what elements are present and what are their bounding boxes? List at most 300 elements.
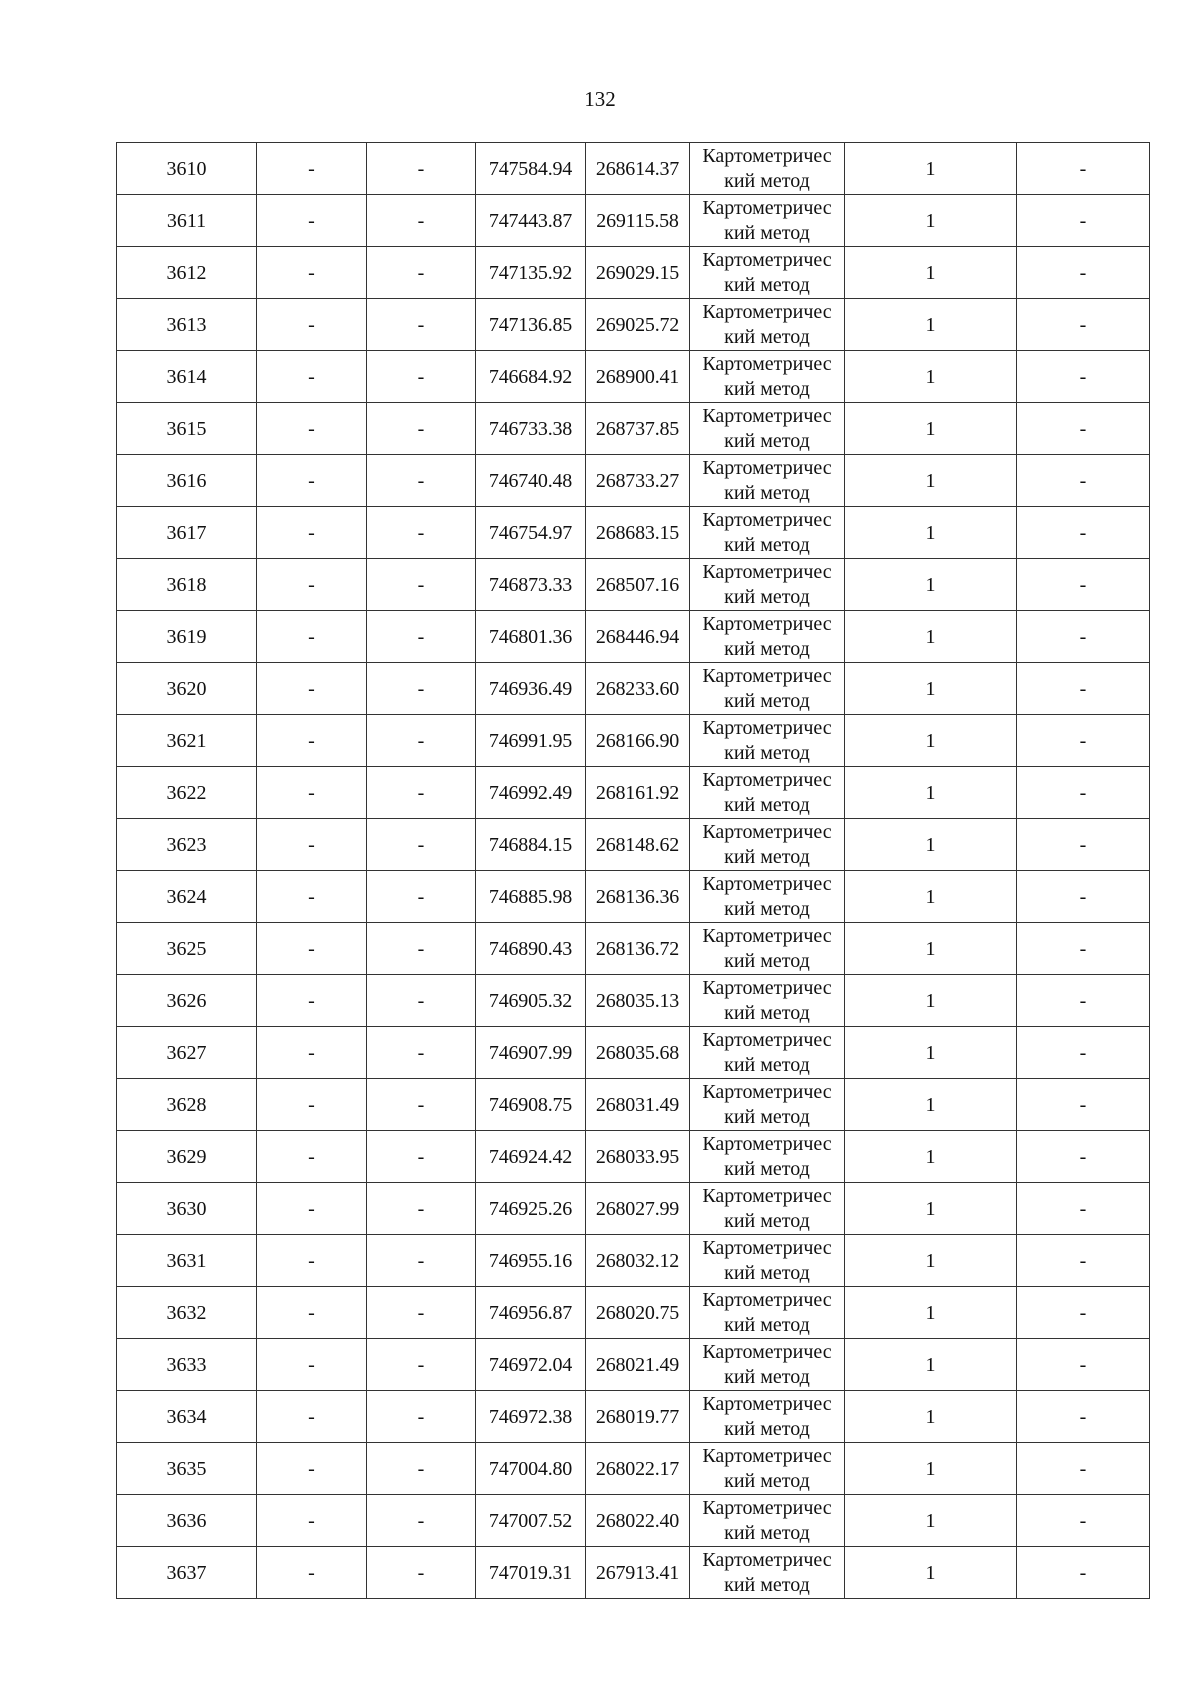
accuracy-cell: 1 bbox=[845, 663, 1017, 715]
empty-cell: - bbox=[367, 871, 476, 923]
note-cell: - bbox=[1017, 247, 1150, 299]
point-number-cell: 3612 bbox=[117, 247, 257, 299]
method-cell bbox=[690, 1131, 845, 1183]
x-coordinate-cell: 746956.87 bbox=[476, 1287, 586, 1339]
table-row bbox=[117, 663, 1150, 715]
method-text-line2: кий метод bbox=[724, 1106, 810, 1128]
y-coordinate-cell: 268733.27 bbox=[586, 455, 690, 507]
empty-cell: - bbox=[367, 247, 476, 299]
note-cell: - bbox=[1017, 1547, 1150, 1599]
method-text-line2: кий метод bbox=[724, 170, 810, 192]
note-cell: - bbox=[1017, 1287, 1150, 1339]
y-coordinate-cell: 268737.85 bbox=[586, 403, 690, 455]
accuracy-cell: 1 bbox=[845, 819, 1017, 871]
y-coordinate-cell: 269025.72 bbox=[586, 299, 690, 351]
method-cell bbox=[690, 611, 845, 663]
method-text-line2: кий метод bbox=[724, 1002, 810, 1024]
empty-cell: - bbox=[367, 1495, 476, 1547]
x-coordinate-cell: 747135.92 bbox=[476, 247, 586, 299]
x-coordinate-cell: 746936.49 bbox=[476, 663, 586, 715]
method-text-line1: Картометричес bbox=[702, 1081, 832, 1103]
empty-cell: - bbox=[257, 1027, 367, 1079]
x-coordinate-cell: 746972.38 bbox=[476, 1391, 586, 1443]
y-coordinate-cell: 268035.68 bbox=[586, 1027, 690, 1079]
method-cell bbox=[690, 455, 845, 507]
y-coordinate-cell: 268035.13 bbox=[586, 975, 690, 1027]
empty-cell: - bbox=[367, 1443, 476, 1495]
table-row bbox=[117, 143, 1150, 195]
empty-cell: - bbox=[367, 923, 476, 975]
empty-cell: - bbox=[257, 611, 367, 663]
method-cell bbox=[690, 767, 845, 819]
accuracy-cell: 1 bbox=[845, 507, 1017, 559]
empty-cell: - bbox=[257, 1079, 367, 1131]
method-text-line1: Картометричес bbox=[702, 197, 832, 219]
x-coordinate-cell: 746992.49 bbox=[476, 767, 586, 819]
table-body bbox=[117, 143, 1150, 1599]
x-coordinate-cell: 746955.16 bbox=[476, 1235, 586, 1287]
method-text-line2: кий метод bbox=[724, 326, 810, 348]
method-text-line2: кий метод bbox=[724, 1522, 810, 1544]
method-text-line1: Картометричес bbox=[702, 1549, 832, 1571]
y-coordinate-cell: 268032.12 bbox=[586, 1235, 690, 1287]
note-cell: - bbox=[1017, 715, 1150, 767]
y-coordinate-cell: 267913.41 bbox=[586, 1547, 690, 1599]
method-text-line2: кий метод bbox=[724, 1054, 810, 1076]
method-cell bbox=[690, 507, 845, 559]
method-text-line1: Картометричес bbox=[702, 405, 832, 427]
method-cell bbox=[690, 1495, 845, 1547]
table-row bbox=[117, 299, 1150, 351]
note-cell: - bbox=[1017, 455, 1150, 507]
method-text-line2: кий метод bbox=[724, 1314, 810, 1336]
x-coordinate-cell: 746890.43 bbox=[476, 923, 586, 975]
method-text-line2: кий метод bbox=[724, 1470, 810, 1492]
table-row bbox=[117, 1131, 1150, 1183]
table-row bbox=[117, 715, 1150, 767]
table-row bbox=[117, 247, 1150, 299]
empty-cell: - bbox=[367, 1391, 476, 1443]
method-text-line2: кий метод bbox=[724, 690, 810, 712]
note-cell: - bbox=[1017, 1079, 1150, 1131]
method-cell bbox=[690, 143, 845, 195]
accuracy-cell: 1 bbox=[845, 559, 1017, 611]
method-text-line2: кий метод bbox=[724, 638, 810, 660]
x-coordinate-cell: 746801.36 bbox=[476, 611, 586, 663]
table-row bbox=[117, 195, 1150, 247]
x-coordinate-cell: 747584.94 bbox=[476, 143, 586, 195]
empty-cell: - bbox=[257, 403, 367, 455]
method-text-line2: кий метод bbox=[724, 1574, 810, 1596]
empty-cell: - bbox=[367, 1339, 476, 1391]
method-text-line1: Картометричес bbox=[702, 769, 832, 791]
table-row bbox=[117, 1287, 1150, 1339]
x-coordinate-cell: 746733.38 bbox=[476, 403, 586, 455]
method-text-line2: кий метод bbox=[724, 482, 810, 504]
method-text-line1: Картометричес bbox=[702, 145, 832, 167]
method-text-line2: кий метод bbox=[724, 274, 810, 296]
method-text-line2: кий метод bbox=[724, 1210, 810, 1232]
empty-cell: - bbox=[257, 871, 367, 923]
empty-cell: - bbox=[367, 611, 476, 663]
table-row bbox=[117, 923, 1150, 975]
table-row bbox=[117, 1547, 1150, 1599]
empty-cell: - bbox=[367, 1027, 476, 1079]
empty-cell: - bbox=[257, 767, 367, 819]
point-number-cell: 3621 bbox=[117, 715, 257, 767]
note-cell: - bbox=[1017, 1235, 1150, 1287]
x-coordinate-cell: 747004.80 bbox=[476, 1443, 586, 1495]
table-row bbox=[117, 1079, 1150, 1131]
x-coordinate-cell: 747443.87 bbox=[476, 195, 586, 247]
method-text-line2: кий метод bbox=[724, 378, 810, 400]
method-text-line1: Картометричес bbox=[702, 301, 832, 323]
empty-cell: - bbox=[257, 195, 367, 247]
method-text-line1: Картометричес bbox=[702, 925, 832, 947]
table-row bbox=[117, 559, 1150, 611]
method-cell bbox=[690, 247, 845, 299]
point-number-cell: 3611 bbox=[117, 195, 257, 247]
empty-cell: - bbox=[367, 351, 476, 403]
x-coordinate-cell: 746972.04 bbox=[476, 1339, 586, 1391]
method-cell bbox=[690, 1079, 845, 1131]
x-coordinate-cell: 747007.52 bbox=[476, 1495, 586, 1547]
method-cell bbox=[690, 715, 845, 767]
method-cell bbox=[690, 819, 845, 871]
table-row bbox=[117, 611, 1150, 663]
method-text-line2: кий метод bbox=[724, 430, 810, 452]
method-text-line1: Картометричес bbox=[702, 509, 832, 531]
table-row bbox=[117, 1339, 1150, 1391]
method-text-line1: Картометричес bbox=[702, 977, 832, 999]
x-coordinate-cell: 746754.97 bbox=[476, 507, 586, 559]
y-coordinate-cell: 269029.15 bbox=[586, 247, 690, 299]
point-number-cell: 3614 bbox=[117, 351, 257, 403]
method-text-line2: кий метод bbox=[724, 222, 810, 244]
point-number-cell: 3610 bbox=[117, 143, 257, 195]
empty-cell: - bbox=[257, 923, 367, 975]
method-text-line1: Картометричес bbox=[702, 353, 832, 375]
method-text-line1: Картометричес bbox=[702, 1393, 832, 1415]
empty-cell: - bbox=[257, 299, 367, 351]
empty-cell: - bbox=[257, 1131, 367, 1183]
y-coordinate-cell: 268900.41 bbox=[586, 351, 690, 403]
method-text-line2: кий метод bbox=[724, 846, 810, 868]
method-cell bbox=[690, 1547, 845, 1599]
empty-cell: - bbox=[257, 1391, 367, 1443]
table-row bbox=[117, 1391, 1150, 1443]
table-row bbox=[117, 455, 1150, 507]
note-cell: - bbox=[1017, 507, 1150, 559]
method-text-line2: кий метод bbox=[724, 1262, 810, 1284]
y-coordinate-cell: 269115.58 bbox=[586, 195, 690, 247]
method-text-line1: Картометричес bbox=[702, 1185, 832, 1207]
empty-cell: - bbox=[367, 975, 476, 1027]
point-number-cell: 3623 bbox=[117, 819, 257, 871]
empty-cell: - bbox=[257, 247, 367, 299]
point-number-cell: 3615 bbox=[117, 403, 257, 455]
method-text-line1: Картометричес bbox=[702, 1497, 832, 1519]
point-number-cell: 3616 bbox=[117, 455, 257, 507]
point-number-cell: 3620 bbox=[117, 663, 257, 715]
accuracy-cell: 1 bbox=[845, 715, 1017, 767]
point-number-cell: 3637 bbox=[117, 1547, 257, 1599]
empty-cell: - bbox=[257, 455, 367, 507]
point-number-cell: 3634 bbox=[117, 1391, 257, 1443]
point-number-cell: 3629 bbox=[117, 1131, 257, 1183]
empty-cell: - bbox=[367, 819, 476, 871]
note-cell: - bbox=[1017, 403, 1150, 455]
table-row bbox=[117, 507, 1150, 559]
method-cell bbox=[690, 559, 845, 611]
note-cell: - bbox=[1017, 1131, 1150, 1183]
empty-cell: - bbox=[257, 663, 367, 715]
x-coordinate-cell: 746907.99 bbox=[476, 1027, 586, 1079]
accuracy-cell: 1 bbox=[845, 1443, 1017, 1495]
table-row bbox=[117, 351, 1150, 403]
empty-cell: - bbox=[257, 143, 367, 195]
accuracy-cell: 1 bbox=[845, 1547, 1017, 1599]
table-row bbox=[117, 1183, 1150, 1235]
empty-cell: - bbox=[257, 819, 367, 871]
method-cell bbox=[690, 923, 845, 975]
point-number-cell: 3627 bbox=[117, 1027, 257, 1079]
method-text-line1: Картометричес bbox=[702, 1289, 832, 1311]
y-coordinate-cell: 268446.94 bbox=[586, 611, 690, 663]
page-number: 132 bbox=[584, 87, 616, 111]
empty-cell: - bbox=[367, 1235, 476, 1287]
accuracy-cell: 1 bbox=[845, 1495, 1017, 1547]
accuracy-cell: 1 bbox=[845, 1339, 1017, 1391]
table-row bbox=[117, 1027, 1150, 1079]
y-coordinate-cell: 268166.90 bbox=[586, 715, 690, 767]
method-cell bbox=[690, 871, 845, 923]
empty-cell: - bbox=[257, 1235, 367, 1287]
accuracy-cell: 1 bbox=[845, 1079, 1017, 1131]
note-cell: - bbox=[1017, 871, 1150, 923]
method-cell bbox=[690, 1443, 845, 1495]
method-text-line2: кий метод bbox=[724, 898, 810, 920]
method-cell bbox=[690, 1027, 845, 1079]
y-coordinate-cell: 268022.40 bbox=[586, 1495, 690, 1547]
accuracy-cell: 1 bbox=[845, 871, 1017, 923]
empty-cell: - bbox=[257, 559, 367, 611]
table-row bbox=[117, 1495, 1150, 1547]
method-cell bbox=[690, 663, 845, 715]
method-text-line1: Картометричес bbox=[702, 613, 832, 635]
empty-cell: - bbox=[257, 1183, 367, 1235]
table-row bbox=[117, 767, 1150, 819]
y-coordinate-cell: 268031.49 bbox=[586, 1079, 690, 1131]
y-coordinate-cell: 268683.15 bbox=[586, 507, 690, 559]
y-coordinate-cell: 268507.16 bbox=[586, 559, 690, 611]
empty-cell: - bbox=[367, 1079, 476, 1131]
note-cell: - bbox=[1017, 767, 1150, 819]
note-cell: - bbox=[1017, 975, 1150, 1027]
method-text-line1: Картометричес bbox=[702, 821, 832, 843]
y-coordinate-cell: 268614.37 bbox=[586, 143, 690, 195]
accuracy-cell: 1 bbox=[845, 299, 1017, 351]
table-row bbox=[117, 1443, 1150, 1495]
x-coordinate-cell: 746924.42 bbox=[476, 1131, 586, 1183]
table-row bbox=[117, 975, 1150, 1027]
y-coordinate-cell: 268027.99 bbox=[586, 1183, 690, 1235]
accuracy-cell: 1 bbox=[845, 403, 1017, 455]
point-number-cell: 3632 bbox=[117, 1287, 257, 1339]
method-text-line2: кий метод bbox=[724, 742, 810, 764]
note-cell: - bbox=[1017, 1183, 1150, 1235]
empty-cell: - bbox=[257, 1339, 367, 1391]
empty-cell: - bbox=[257, 1495, 367, 1547]
y-coordinate-cell: 268136.36 bbox=[586, 871, 690, 923]
point-number-cell: 3628 bbox=[117, 1079, 257, 1131]
accuracy-cell: 1 bbox=[845, 143, 1017, 195]
note-cell: - bbox=[1017, 299, 1150, 351]
empty-cell: - bbox=[367, 767, 476, 819]
empty-cell: - bbox=[367, 663, 476, 715]
empty-cell: - bbox=[367, 1131, 476, 1183]
x-coordinate-cell: 746684.92 bbox=[476, 351, 586, 403]
note-cell: - bbox=[1017, 1027, 1150, 1079]
method-text-line2: кий метод bbox=[724, 534, 810, 556]
method-cell bbox=[690, 1183, 845, 1235]
empty-cell: - bbox=[367, 1547, 476, 1599]
point-number-cell: 3613 bbox=[117, 299, 257, 351]
accuracy-cell: 1 bbox=[845, 195, 1017, 247]
table-row bbox=[117, 1235, 1150, 1287]
x-coordinate-cell: 746925.26 bbox=[476, 1183, 586, 1235]
method-text-line1: Картометричес bbox=[702, 561, 832, 583]
point-number-cell: 3622 bbox=[117, 767, 257, 819]
method-text-line2: кий метод bbox=[724, 950, 810, 972]
empty-cell: - bbox=[367, 455, 476, 507]
x-coordinate-cell: 746885.98 bbox=[476, 871, 586, 923]
method-text-line2: кий метод bbox=[724, 1418, 810, 1440]
accuracy-cell: 1 bbox=[845, 247, 1017, 299]
method-text-line1: Картометричес bbox=[702, 1445, 832, 1467]
note-cell: - bbox=[1017, 559, 1150, 611]
method-text-line1: Картометричес bbox=[702, 717, 832, 739]
empty-cell: - bbox=[257, 1443, 367, 1495]
accuracy-cell: 1 bbox=[845, 1287, 1017, 1339]
note-cell: - bbox=[1017, 923, 1150, 975]
note-cell: - bbox=[1017, 351, 1150, 403]
x-coordinate-cell: 747019.31 bbox=[476, 1547, 586, 1599]
method-cell bbox=[690, 351, 845, 403]
method-text-line1: Картометричес bbox=[702, 1133, 832, 1155]
table-row bbox=[117, 819, 1150, 871]
method-cell bbox=[690, 975, 845, 1027]
method-cell bbox=[690, 1339, 845, 1391]
empty-cell: - bbox=[367, 143, 476, 195]
y-coordinate-cell: 268136.72 bbox=[586, 923, 690, 975]
method-text-line1: Картометричес bbox=[702, 457, 832, 479]
point-number-cell: 3619 bbox=[117, 611, 257, 663]
x-coordinate-cell: 746908.75 bbox=[476, 1079, 586, 1131]
empty-cell: - bbox=[367, 1183, 476, 1235]
accuracy-cell: 1 bbox=[845, 1235, 1017, 1287]
table-row bbox=[117, 871, 1150, 923]
method-text-line2: кий метод bbox=[724, 586, 810, 608]
y-coordinate-cell: 268161.92 bbox=[586, 767, 690, 819]
empty-cell: - bbox=[257, 507, 367, 559]
x-coordinate-cell: 746991.95 bbox=[476, 715, 586, 767]
method-text-line1: Картометричес bbox=[702, 873, 832, 895]
coordinates-table bbox=[116, 142, 1150, 1599]
accuracy-cell: 1 bbox=[845, 923, 1017, 975]
empty-cell: - bbox=[257, 351, 367, 403]
accuracy-cell: 1 bbox=[845, 1131, 1017, 1183]
accuracy-cell: 1 bbox=[845, 611, 1017, 663]
point-number-cell: 3617 bbox=[117, 507, 257, 559]
note-cell: - bbox=[1017, 1339, 1150, 1391]
y-coordinate-cell: 268033.95 bbox=[586, 1131, 690, 1183]
empty-cell: - bbox=[257, 1547, 367, 1599]
empty-cell: - bbox=[367, 507, 476, 559]
note-cell: - bbox=[1017, 663, 1150, 715]
x-coordinate-cell: 746740.48 bbox=[476, 455, 586, 507]
accuracy-cell: 1 bbox=[845, 1183, 1017, 1235]
x-coordinate-cell: 746873.33 bbox=[476, 559, 586, 611]
note-cell: - bbox=[1017, 143, 1150, 195]
note-cell: - bbox=[1017, 611, 1150, 663]
empty-cell: - bbox=[257, 975, 367, 1027]
point-number-cell: 3618 bbox=[117, 559, 257, 611]
y-coordinate-cell: 268148.62 bbox=[586, 819, 690, 871]
point-number-cell: 3633 bbox=[117, 1339, 257, 1391]
y-coordinate-cell: 268022.17 bbox=[586, 1443, 690, 1495]
accuracy-cell: 1 bbox=[845, 975, 1017, 1027]
empty-cell: - bbox=[257, 715, 367, 767]
method-text-line1: Картометричес bbox=[702, 1237, 832, 1259]
method-cell bbox=[690, 299, 845, 351]
note-cell: - bbox=[1017, 819, 1150, 871]
empty-cell: - bbox=[367, 715, 476, 767]
point-number-cell: 3635 bbox=[117, 1443, 257, 1495]
note-cell: - bbox=[1017, 1391, 1150, 1443]
x-coordinate-cell: 747136.85 bbox=[476, 299, 586, 351]
y-coordinate-cell: 268020.75 bbox=[586, 1287, 690, 1339]
y-coordinate-cell: 268233.60 bbox=[586, 663, 690, 715]
accuracy-cell: 1 bbox=[845, 455, 1017, 507]
empty-cell: - bbox=[367, 1287, 476, 1339]
point-number-cell: 3636 bbox=[117, 1495, 257, 1547]
y-coordinate-cell: 268021.49 bbox=[586, 1339, 690, 1391]
method-text-line2: кий метод bbox=[724, 1158, 810, 1180]
method-text-line1: Картометричес bbox=[702, 1341, 832, 1363]
method-cell bbox=[690, 1391, 845, 1443]
accuracy-cell: 1 bbox=[845, 767, 1017, 819]
method-cell bbox=[690, 1287, 845, 1339]
empty-cell: - bbox=[367, 403, 476, 455]
point-number-cell: 3626 bbox=[117, 975, 257, 1027]
x-coordinate-cell: 746905.32 bbox=[476, 975, 586, 1027]
accuracy-cell: 1 bbox=[845, 351, 1017, 403]
point-number-cell: 3631 bbox=[117, 1235, 257, 1287]
accuracy-cell: 1 bbox=[845, 1391, 1017, 1443]
accuracy-cell: 1 bbox=[845, 1027, 1017, 1079]
method-cell bbox=[690, 403, 845, 455]
x-coordinate-cell: 746884.15 bbox=[476, 819, 586, 871]
empty-cell: - bbox=[367, 299, 476, 351]
method-cell bbox=[690, 1235, 845, 1287]
note-cell: - bbox=[1017, 1495, 1150, 1547]
empty-cell: - bbox=[367, 195, 476, 247]
empty-cell: - bbox=[257, 1287, 367, 1339]
method-text-line1: Картометричес bbox=[702, 665, 832, 687]
method-text-line1: Картометричес bbox=[702, 1029, 832, 1051]
point-number-cell: 3624 bbox=[117, 871, 257, 923]
